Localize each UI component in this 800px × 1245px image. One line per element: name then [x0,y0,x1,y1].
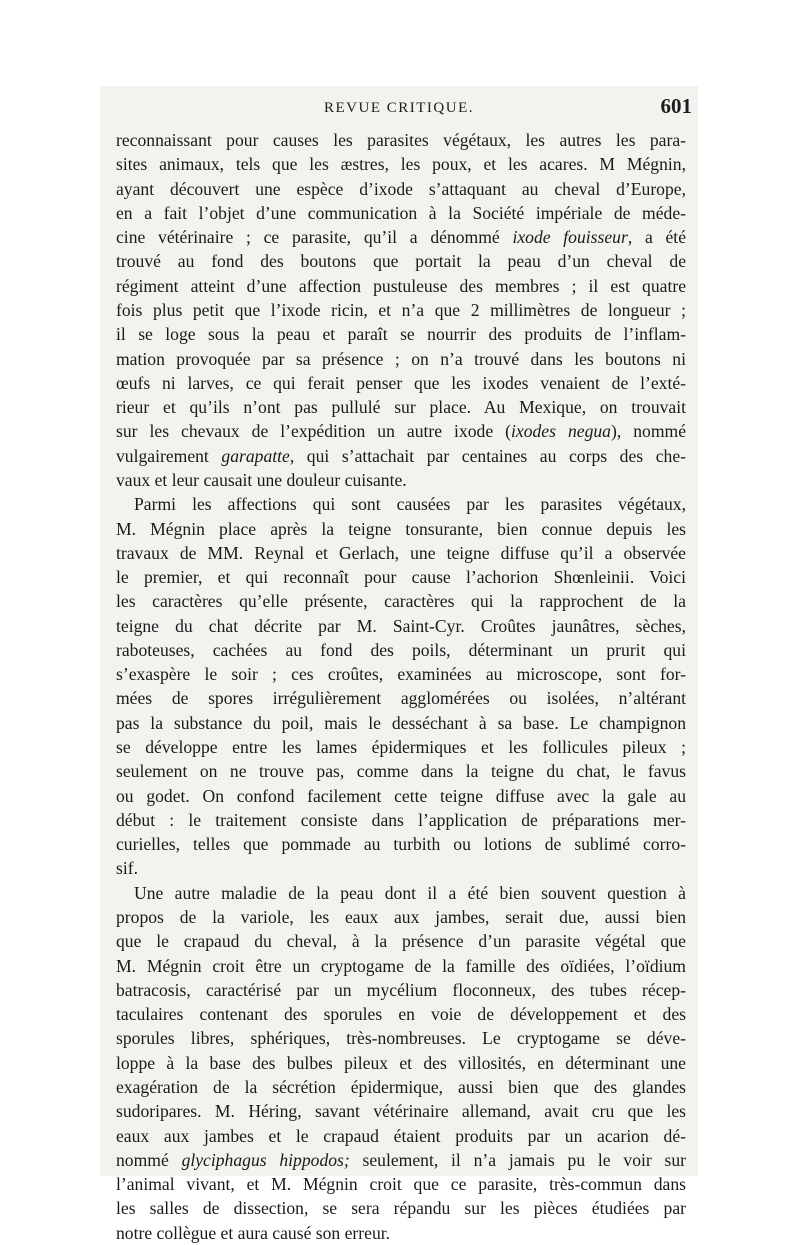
text-line [116,1002,686,1026]
text-segment: régiment atteint d’une affection pustuleuse des membres ; il est quatre [116,275,686,296]
text-line [116,298,686,322]
text-line [116,128,686,152]
paragraph [116,128,686,492]
text-line [116,468,686,492]
text-segment: se développe entre les lames épidermiques et les follicules pileux ; [116,737,686,758]
text-line [116,784,686,808]
running-title: REVUE CRITIQUE. [324,100,474,116]
text-segment: seulement, il n’a jamais pu le voir sur [349,1149,687,1170]
text-segment: sporules libres, sphériques, très-nombreuses. Le cryptogame se déve- [116,1028,686,1049]
text-segment: trouvé au fond des boutons que portait la peau d’un cheval de [116,251,686,272]
text-segment: pas la substance du poil, mais le desséchant à sa base. Le champignon [116,712,686,733]
text-line [116,881,686,905]
text-segment: les salles de dissection, se sera répandu sur les pièces étudiées par [116,1198,686,1219]
text-line [116,638,686,662]
text-segment: batracosis, caractérisé par un mycélium floconneux, des tubes récep- [116,979,686,1000]
text-line [116,322,686,346]
text-segment: propos de la variole, les eaux aux jambes, serait due, aussi bien [116,907,686,927]
text-segment: sif. [116,858,138,879]
text-line [116,1075,686,1099]
text-segment: que le crapaud du cheval, à la présence d’un parasite végétal que [116,931,686,952]
text-line [116,395,686,419]
text-line [116,759,686,783]
text-segment: fois plus petit que l’ixode ricin, et n’a que 2 millimètres de longueur ; [116,299,686,320]
text-line [116,1026,686,1050]
italic-term: glyciphagus hippodos; [181,1149,350,1170]
text-line [116,1099,686,1123]
text-line [116,152,686,176]
text-segment: s’exaspère le soir ; ces croûtes, examinées au microscope, sont for- [116,664,686,685]
text-segment: l’animal vivant, et M. Mégnin croit que ce parasite, très-commun dans [116,1174,686,1195]
text-line [116,614,686,638]
text-segment: exagération de la sécrétion épidermique, aussi bien que des glandes [116,1076,686,1097]
text-segment: sites animaux, tels que les æstres, les poux, et les acares. M Mégnin, [116,154,686,175]
text-line [116,225,686,249]
text-segment: il se loge sous la peau et paraît se nourrir des produits de l’inflam- [116,324,686,345]
text-segment: taculaires contenant des sporules en voie de développement et des [116,1004,686,1025]
text-line [116,347,686,371]
text-line [116,905,686,929]
text-segment: raboteuses, cachées au fond des poils, déterminant un prurit qui [116,639,686,660]
text-line [116,589,686,613]
text-line [116,565,686,589]
text-segment: œufs ni larves, ce qui ferait penser que les ixodes venaient de l’exté- [116,372,686,393]
text-line [116,1196,686,1220]
text-segment: M. Mégnin croit être un cryptogame de la famille des oïdiées, l’oïdium [116,955,686,976]
text-segment: cine vétérinaire ; ce parasite, qu’il a dénommé [116,227,513,248]
text-line [116,686,686,710]
text-line [116,1148,686,1172]
paragraph [116,492,686,881]
italic-term: ixodes negua [511,421,611,442]
text-line [116,1051,686,1075]
text-segment: sudoripares. M. Héring, savant vétérinaire allemand, avait cru que les [116,1101,686,1122]
text-line [116,711,686,735]
paragraph [116,881,686,1245]
text-segment: le premier, et qui reconnaît pour cause l’achorion Shœnleinii. Voici [116,567,686,588]
text-segment: vulgairement [116,445,222,466]
italic-term: ixode fouisseur [512,227,628,248]
text-segment: mées de spores irrégulièrement agglomérées ou isolées, n’altérant [116,688,686,709]
text-segment: notre collègue et aura causé son erreur. [116,1222,391,1243]
page-number: 601 [660,94,692,118]
text-line [116,735,686,759]
text-segment: vaux et leur causait une douleur cuisante. [116,469,407,490]
text-line [116,371,686,395]
text-segment: travaux de MM. Reynal et Gerlach, une teigne diffuse qu’il a observée [116,542,686,563]
text-segment: , a été [627,227,687,248]
text-line [116,662,686,686]
text-line [116,929,686,953]
text-line [116,954,686,978]
text-segment: ou godet. On confond facilement cette teigne diffuse avec la gale au [116,785,686,806]
text-line [116,419,686,443]
text-segment: en a fait l’objet d’une communication à la Société impériale de méde- [116,202,686,223]
text-line [116,832,686,856]
text-segment: reconnaissant pour causes les parasites végétaux, les autres les para- [116,130,686,150]
text-segment: loppe à la base des bulbes pileux et des villosités, en déterminant une [116,1052,686,1073]
text-segment: seulement on ne trouve pas, comme dans la teigne du chat, le favus [116,761,686,782]
text-line [116,249,686,273]
text-line [116,492,686,516]
text-line [116,541,686,565]
text-segment: ayant découvert une espèce d’ixode s’attaquant au cheval d’Europe, [116,178,686,199]
text-line [116,856,686,880]
text-line [116,274,686,298]
text-segment: eaux aux jambes et le crapaud étaient produits par un acarion dé- [116,1125,686,1146]
text-line [116,177,686,201]
text-segment: teigne du chat décrite par M. Saint-Cyr. Croûtes jaunâtres, sèches, [116,615,686,636]
text-segment: M. Mégnin place après la teigne tonsurante, bien connue depuis les [116,518,686,539]
text-line [116,1221,686,1245]
text-line [116,978,686,1002]
page-header [100,92,698,122]
text-line [116,201,686,225]
text-segment: rieur et qu’ils n’ont pas pullulé sur place. Au Mexique, on trouvait [116,397,686,418]
text-segment: sur les chevaux de l’expédition un autre ixode ( [116,421,512,442]
text-segment: , qui s’attachait par centaines au corps des che- [289,445,686,466]
text-segment: Parmi les affections qui sont causées par les parasites végétaux, [134,494,686,515]
text-segment: début : le traitement consiste dans l’application de préparations mer- [116,809,686,830]
article-body [116,128,686,1245]
text-segment: nommé [116,1149,182,1170]
text-line [116,1124,686,1148]
text-segment: mation provoquée par sa présence ; on n’a trouvé dans les boutons ni [116,348,686,369]
text-segment: Une autre maladie de la peau dont il a été bien souvent question à [134,882,686,903]
text-line [116,808,686,832]
italic-term: garapatte [221,445,290,466]
text-segment: les caractères qu’elle présente, caractères qui la rapprochent de la [116,591,686,612]
text-segment: ), nommé [610,421,687,442]
text-line [116,517,686,541]
text-line [116,444,686,468]
text-line [116,1172,686,1196]
text-segment: curielles, telles que pommade au turbith ou lotions de sublimé corro- [116,834,686,855]
